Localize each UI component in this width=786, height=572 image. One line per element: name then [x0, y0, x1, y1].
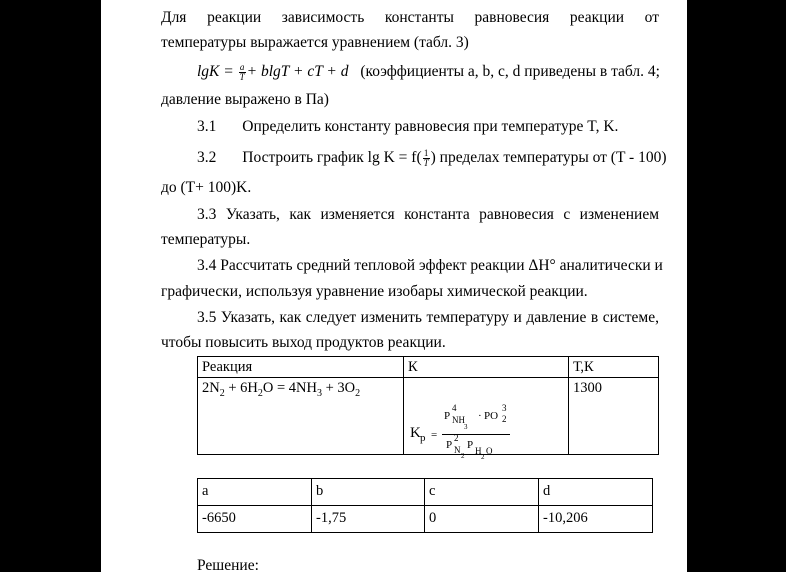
coefficients-value-row [198, 506, 653, 533]
task-3-5-number: 3.5 [197, 309, 217, 326]
equation-note: (коэффициенты a, b, c, d приведены в табл. 4; [360, 63, 660, 80]
coeff-value-b: -1,75 [312, 506, 425, 533]
coeff-header-d: d [539, 479, 653, 506]
equation-fraction [239, 63, 246, 82]
task-3-5 [197, 308, 659, 328]
intro-line-1: Для реакции зависимость константы равновесия реакции от [161, 9, 659, 26]
task-3-3-line-2: температуры. [161, 231, 251, 248]
temperature-cell: 1300 [569, 378, 659, 455]
task-3-4-line-2: графически, используя уравнение изобары химической реакции. [161, 283, 588, 300]
task-3-2-text-b: ) пределах температуры от (T - 100) [430, 149, 667, 166]
kp-fraction-bar [442, 434, 510, 435]
task-3-5-line-2: чтобы повысить выход продуктов реакции. [161, 334, 446, 351]
coeff-value-a: -6650 [198, 506, 312, 533]
coeff-value-c: 0 [425, 506, 539, 533]
task-3-5-text: Указать, как следует изменить температуру и давление в системе, [220, 309, 659, 326]
equation-fraction-den: T [239, 71, 245, 82]
intro-line-4: давление выражено в Па) [161, 91, 329, 108]
reaction-equation-cell: $2N_2 + 6H_2O = 4NH_3 + 3O_2$ [198, 378, 404, 455]
equation-rest: + blgT + cT + d [246, 63, 349, 80]
reaction-table [197, 356, 659, 461]
task-3-1-text: Определить константу равновесия при температуре T, K. [242, 118, 619, 135]
task-3-4-number: 3.4 [197, 257, 217, 274]
task-3-2 [197, 148, 666, 168]
task-3-2-number: 3.2 [197, 149, 217, 166]
reaction-table-row [198, 378, 659, 455]
equation-line [197, 62, 660, 82]
coefficients-table [197, 478, 653, 533]
task-3-1 [197, 117, 618, 137]
task-3-2-text-a: Построить график lg K = f( [242, 149, 422, 166]
coeff-value-d: -10,206 [539, 506, 653, 533]
reaction-table-header-t: Т,К [569, 357, 659, 378]
coefficients-header-row [198, 479, 653, 506]
equilibrium-constant-cell [404, 378, 569, 461]
reaction-table-header-k: К [404, 357, 569, 378]
coeff-header-a: a [198, 479, 312, 506]
task-3-2-fraction-num: 1 [423, 147, 429, 158]
equation-fraction-num: a [239, 61, 245, 72]
task-3-2-fraction [423, 149, 430, 168]
task-3-2-fraction-den: T [423, 157, 429, 168]
equation-lhs: lgK = [197, 63, 238, 80]
task-3-2-line-2: до (T+ 100)K. [161, 179, 252, 196]
task-3-3-number: 3.3 [197, 206, 217, 223]
reaction-table-header-reaction: Реакция [198, 357, 404, 378]
document-page [101, 0, 687, 572]
intro-line-2: температуры выражается уравнением (табл. 3) [161, 34, 469, 51]
task-3-1-number: 3.1 [197, 118, 217, 135]
coeff-header-c: c [425, 479, 539, 506]
task-3-3 [197, 205, 659, 225]
task-3-4 [197, 256, 663, 276]
task-3-4-text: Рассчитать средний тепловой эффект реакции ΔH° аналитически и [220, 257, 663, 274]
kp-formula: K p = P 4 NH 3 · PO 3 2 P 2 N 2 P H 2 O [404, 378, 570, 458]
task-3-3-text: Указать, как изменяется константа равновесия с изменением [225, 206, 660, 223]
solution-heading: Решение: [197, 557, 259, 572]
reaction-table-header-row [198, 357, 659, 378]
coeff-header-b: b [312, 479, 425, 506]
